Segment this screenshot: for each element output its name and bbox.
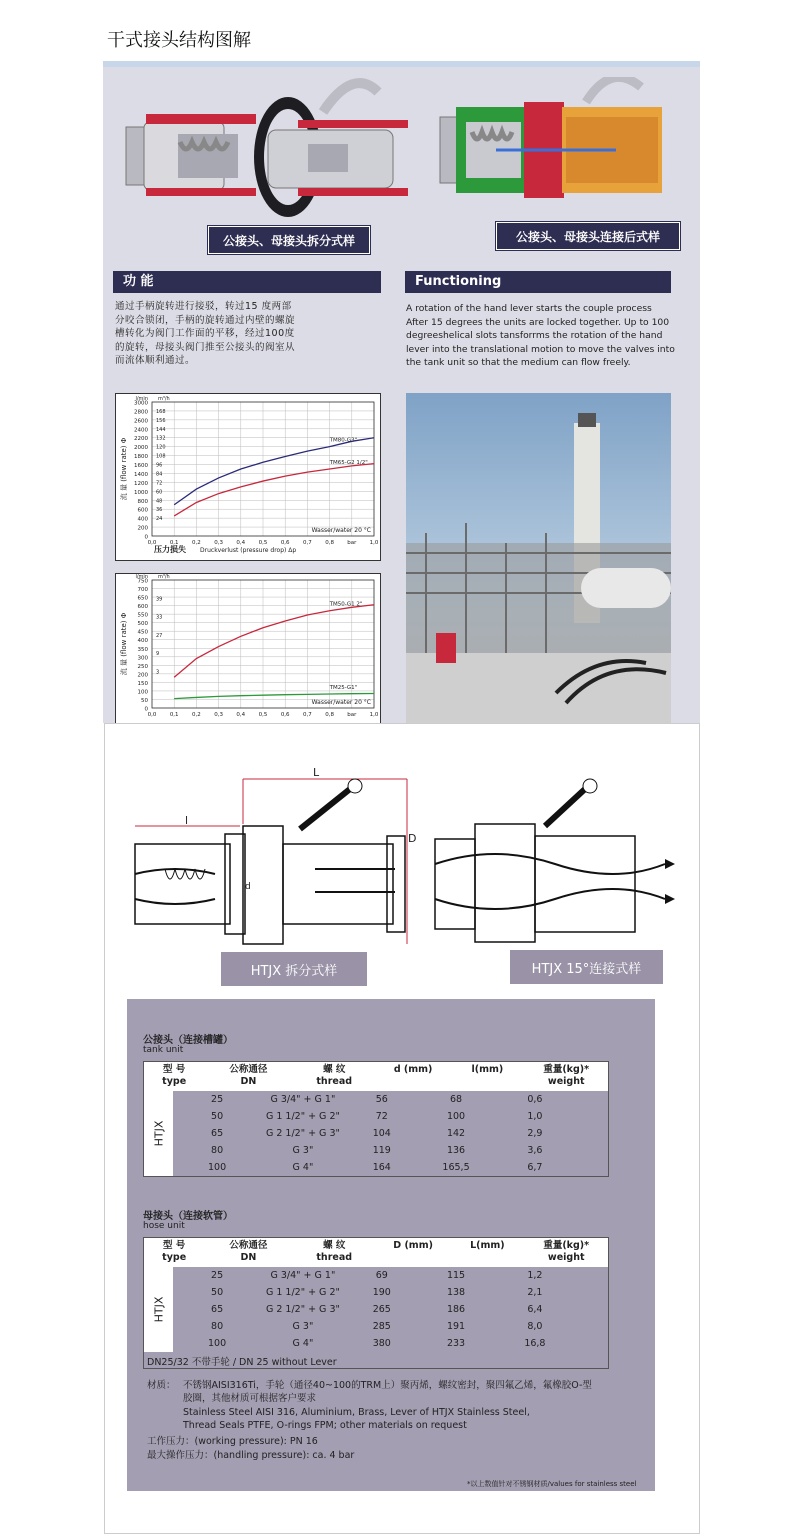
chart1-ytick-12: 600 xyxy=(137,507,148,514)
hose-header-1-cn: 公称通径 xyxy=(229,1240,268,1251)
hose-cell-3-4: 8,0 xyxy=(527,1321,543,1332)
chart2-y2tick-1: 33 xyxy=(156,614,163,621)
caption-separated: 公接头、母接头拆分式样 xyxy=(208,226,370,254)
hose-cell-1-4: 2,1 xyxy=(527,1287,543,1298)
tank-cell-3-0: 80 xyxy=(211,1145,224,1156)
chart1-y2tick-10: 48 xyxy=(156,498,163,505)
hose-footnote: DN25/32 不带手轮 / DN 25 without Lever xyxy=(147,1357,337,1368)
tank-header-5-cn: 重量(kg)* xyxy=(543,1064,590,1075)
tank-header-0-en: type xyxy=(162,1076,187,1087)
hose-cell-1-0: 50 xyxy=(211,1287,224,1298)
hose-cell-1-3: 138 xyxy=(446,1287,466,1298)
tank-header-2-en: thread xyxy=(316,1076,353,1087)
chart2-ytick-12: 150 xyxy=(137,680,148,687)
page-title: 干式接头结构图解 xyxy=(107,30,251,51)
tank-header-1 xyxy=(204,1064,292,1088)
tank-cell-1-3: 100 xyxy=(446,1111,466,1122)
chart2-xtick-2: 0,2 xyxy=(192,712,201,718)
tank-cell-1-2: 72 xyxy=(375,1111,388,1122)
chart1-xtick-7: 0,7 xyxy=(303,540,312,546)
chart1-ytick-6: 1800 xyxy=(134,454,148,461)
tank-header-2 xyxy=(292,1064,376,1088)
chart2-ytick-10: 250 xyxy=(137,663,148,670)
chart2-ytick-4: 550 xyxy=(137,612,148,619)
dim-L: L xyxy=(313,766,320,779)
flow-chart-1 xyxy=(115,393,381,561)
tank-table-body xyxy=(173,1091,608,1176)
tank-header-0 xyxy=(144,1064,204,1088)
top-panel xyxy=(103,61,700,723)
hose-cell-1-1: G 1 1/2" + G 2" xyxy=(265,1287,340,1298)
chart1-ytick-13: 400 xyxy=(137,516,148,523)
chart2-series-0-line xyxy=(174,605,374,678)
chart1-series-1-line xyxy=(174,464,374,516)
chart1-xtick-4: 0,4 xyxy=(236,540,246,546)
coupling-connected-image xyxy=(436,77,676,207)
functioning-en-text: A rotation of the hand lever starts the couple process After 15 degrees the units are locked together. Up to 100 degreeshelical slots tansforrms the rotation of the hand lever into the translational motion to move the valves into the tank unit so that the medium can flow freely. xyxy=(406,303,675,368)
hose-cell-0-0: 25 xyxy=(211,1270,224,1281)
chart1-series-0-label: TM80-G3" xyxy=(329,437,358,444)
tank-cell-3-1: G 3" xyxy=(292,1145,314,1156)
hose-cell-4-4: 16,8 xyxy=(524,1338,546,1349)
chart2-ytick-9: 300 xyxy=(137,655,148,662)
hose-cell-3-3: 191 xyxy=(446,1321,466,1332)
chart1-y2tick-12: 24 xyxy=(156,516,163,523)
hose-cell-3-0: 80 xyxy=(211,1321,224,1332)
tank-header-3-cn: d (mm) xyxy=(393,1064,433,1075)
chart2-xtick-7: 0,7 xyxy=(303,712,312,718)
technical-drawing xyxy=(125,764,685,954)
chart2-xtick-8: 0,8 xyxy=(325,712,334,718)
tank-cell-2-1: G 2 1/2" + G 3" xyxy=(265,1128,340,1139)
chart1-ylabel: 流 量 (flow rate) Φ xyxy=(120,437,128,501)
chart1-ytick-9: 1200 xyxy=(134,480,148,487)
tank-cell-0-3: 68 xyxy=(449,1094,463,1105)
chart1-xtick-2: 0,2 xyxy=(192,540,201,546)
chart2-xtick-9: bar xyxy=(347,712,357,718)
chart1-y2tick-1: 156 xyxy=(156,417,166,424)
hose-cell-4-3: 233 xyxy=(446,1338,466,1349)
hose-cell-3-2: 285 xyxy=(372,1321,391,1332)
handling-pressure: 最大操作压力：(handling pressure): ca. 4 bar xyxy=(147,1450,355,1461)
chart1-ytick-0: 3000 xyxy=(134,400,148,407)
hose-cell-0-4: 1,2 xyxy=(527,1270,543,1281)
dim-l: l xyxy=(185,814,189,827)
chart2-xtick-5: 0,5 xyxy=(258,712,268,718)
chart1-ytick-2: 2600 xyxy=(134,418,148,425)
tank-cell-2-3: 142 xyxy=(446,1128,466,1139)
chart2-xtick-0: 0,0 xyxy=(147,712,157,718)
chart1-y2tick-2: 144 xyxy=(156,426,166,433)
tank-cell-3-3: 136 xyxy=(446,1145,466,1156)
hose-header-0 xyxy=(144,1240,204,1264)
chart1-ytick-5: 2000 xyxy=(134,445,148,452)
chart1-xtick-8: 0,8 xyxy=(325,540,334,546)
tank-header-1-cn: 公称通径 xyxy=(229,1064,268,1075)
chart1-ytick-7: 1600 xyxy=(134,463,148,470)
section-title-cn: 功 能 xyxy=(113,271,381,293)
tank-header-1-en: DN xyxy=(240,1076,257,1087)
chart2-xtick-6: 0,6 xyxy=(280,712,290,718)
chart2-ytick-13: 100 xyxy=(137,689,148,696)
chart2-y2tick-4: 3 xyxy=(156,669,160,676)
chart2-ytick-2: 650 xyxy=(137,595,148,602)
tank-title: 公接头（连接槽罐） xyxy=(143,1035,233,1046)
tank-cell-4-0: 100 xyxy=(208,1162,227,1173)
tank-cell-1-4: 1,0 xyxy=(527,1111,543,1122)
chart2-ytick-6: 450 xyxy=(137,629,148,636)
tank-header-3 xyxy=(376,1064,450,1076)
hose-subtitle: hose unit xyxy=(143,1221,185,1231)
chart1-y2tick-7: 84 xyxy=(156,471,163,478)
material-en-2: Thread Seals PTFE, O-rings FPM; other materials on request xyxy=(183,1420,467,1431)
chart2-ytick-3: 600 xyxy=(137,604,148,611)
tank-header-4-cn: l(mm) xyxy=(471,1064,504,1075)
material-cn-1: 不锈钢AISI316Ti，手轮（通径40~100的TRM上）聚丙烯，螺纹密封，聚四氟乙烯，氟橡胶O-型 xyxy=(183,1380,592,1391)
hose-cell-0-3: 115 xyxy=(446,1270,466,1281)
hose-table-body xyxy=(173,1267,608,1352)
tank-cell-2-2: 104 xyxy=(372,1128,391,1139)
hose-header-4 xyxy=(450,1240,524,1252)
chart2-ytick-15: 0 xyxy=(144,706,148,713)
hose-header-5-cn: 重量(kg)* xyxy=(543,1240,590,1251)
chart2-right-unit: m³/h xyxy=(158,574,170,580)
chart1-y2tick-6: 96 xyxy=(156,462,163,469)
tank-cell-0-2: 56 xyxy=(375,1094,388,1105)
chart2-left-unit: l/min xyxy=(135,574,148,580)
chart1-y2tick-0: 168 xyxy=(156,408,166,415)
chart2-note: Wasser/water 20 °C xyxy=(311,699,371,706)
tank-table-header xyxy=(144,1062,608,1091)
hose-header-2-en: thread xyxy=(316,1252,353,1263)
caption-connected: 公接头、母接头连接后式样 xyxy=(496,222,680,250)
hose-cell-1-2: 190 xyxy=(372,1287,391,1298)
hose-header-1-en: DN xyxy=(240,1252,257,1263)
tank-type-label: HTJX xyxy=(144,1091,173,1176)
tank-cell-2-0: 65 xyxy=(211,1128,224,1139)
tank-subtitle: tank unit xyxy=(143,1045,184,1055)
chart1-ytick-11: 800 xyxy=(137,498,148,505)
tank-cell-0-4: 0,6 xyxy=(527,1094,543,1105)
hose-cell-4-2: 380 xyxy=(372,1338,391,1349)
chart1-xtick-10: 1,0 xyxy=(369,540,379,546)
tank-cell-3-2: 119 xyxy=(372,1145,391,1156)
hose-header-0-cn: 型 号 xyxy=(163,1240,186,1251)
hose-cell-2-1: G 2 1/2" + G 3" xyxy=(265,1304,340,1315)
hose-cell-4-1: G 4" xyxy=(292,1338,314,1349)
chart1-y2tick-4: 120 xyxy=(156,444,166,451)
chart1-xtick-1: 0,1 xyxy=(169,540,179,546)
flow-chart-2 xyxy=(115,573,381,725)
chart1-xtick-3: 0,3 xyxy=(214,540,223,546)
chart1-y2tick-3: 132 xyxy=(156,435,166,442)
material-en-1: Stainless Steel AISI 316, Aluminium, Brass, Lever of HTJX Stainless Steel, xyxy=(183,1407,530,1418)
chart2-ytick-14: 50 xyxy=(141,697,148,704)
spec-panel xyxy=(127,999,655,1491)
hose-type-label: HTJX xyxy=(144,1267,173,1352)
chart1-left-unit: l/min xyxy=(135,396,148,402)
chart2-y2tick-2: 27 xyxy=(156,632,163,639)
refinery-photo xyxy=(406,393,671,723)
section-title-en: Functioning xyxy=(405,271,671,293)
hose-header-2-cn: 螺 纹 xyxy=(323,1240,346,1251)
tank-cell-1-0: 50 xyxy=(211,1111,224,1122)
chart2-ytick-0: 750 xyxy=(137,578,148,585)
tank-cell-4-4: 6,7 xyxy=(527,1162,543,1173)
tank-cell-4-2: 164 xyxy=(372,1162,391,1173)
hose-header-2 xyxy=(292,1240,376,1264)
hose-cell-3-1: G 3" xyxy=(292,1321,314,1332)
chart1-xtick-6: 0,6 xyxy=(280,540,290,546)
working-pressure: 工作压力：(working pressure): PN 16 xyxy=(147,1436,318,1447)
drawing-caption-separated: HTJX 拆分式样 xyxy=(221,952,367,986)
hose-cell-0-2: 69 xyxy=(375,1270,388,1281)
hose-table-header xyxy=(144,1238,608,1267)
values-footnote: *以上数值针对不锈钢材质/values for stainless steel xyxy=(467,1480,637,1488)
material-cn-2: 胶圈，其他材质可根据客户要求 xyxy=(183,1393,317,1404)
chart1-xlabel: 压力损失 xyxy=(154,545,186,554)
chart1-xlabel-en: Druckverlust (pressure drop) Δp xyxy=(200,547,297,554)
chart2-xtick-10: 1,0 xyxy=(369,712,379,718)
hose-header-5 xyxy=(524,1240,608,1264)
chart2-ytick-8: 350 xyxy=(137,646,148,653)
chart2-xtick-4: 0,4 xyxy=(236,712,246,718)
chart1-note: Wasser/water 20 °C xyxy=(311,527,371,534)
hose-header-5-en: weight xyxy=(547,1252,585,1263)
hose-cell-4-0: 100 xyxy=(208,1338,227,1349)
chart1-xtick-5: 0,5 xyxy=(258,540,268,546)
chart1-ytick-4: 2200 xyxy=(134,436,148,443)
chart1-y2tick-5: 108 xyxy=(156,453,166,460)
hose-cell-0-1: G 3/4" + G 1" xyxy=(270,1270,336,1281)
chart2-y2tick-3: 9 xyxy=(156,651,160,658)
chart1-ytick-1: 2800 xyxy=(134,409,148,416)
hose-cell-2-0: 65 xyxy=(211,1304,224,1315)
tank-cell-1-1: G 1 1/2" + G 2" xyxy=(265,1111,340,1122)
chart1-series-1-label: TM65-G2 1/2" xyxy=(329,460,368,466)
hose-cell-2-4: 6,4 xyxy=(527,1304,543,1315)
tank-header-5-en: weight xyxy=(547,1076,585,1087)
tank-header-2-cn: 螺 纹 xyxy=(323,1064,346,1075)
dim-D: D xyxy=(408,832,417,845)
hose-header-4-cn: L(mm) xyxy=(470,1240,505,1251)
chart1-y2tick-9: 60 xyxy=(156,489,163,496)
tank-cell-4-3: 165,5 xyxy=(442,1162,470,1173)
chart2-xtick-3: 0,3 xyxy=(214,712,223,718)
chart1-ytick-8: 1400 xyxy=(134,471,148,478)
hose-title: 母接头（连接软管） xyxy=(143,1211,233,1222)
functioning-cn-text: 通过手柄旋转进行接驳，转过15 度两部 分咬合锁闭，手柄的旋转通过内壁的螺旋 槽转化为阀门工作面的平移，经过100度 的旋转，母接头阀门推至公接头的阀室从 而流体顺利通过。 xyxy=(115,301,296,366)
hose-cell-2-3: 186 xyxy=(446,1304,466,1315)
coupling-separated-image xyxy=(118,72,408,222)
hose-header-3 xyxy=(376,1240,450,1252)
chart2-ytick-5: 500 xyxy=(137,621,148,628)
chart2-series-1-label: TM25-G1" xyxy=(329,685,358,692)
chart1-y2tick-11: 36 xyxy=(156,507,163,514)
chart2-ytick-11: 200 xyxy=(137,672,148,679)
chart1-y2tick-8: 72 xyxy=(156,480,163,487)
hose-header-3-cn: D (mm) xyxy=(393,1240,433,1251)
chart1-right-unit: m³/h xyxy=(158,396,170,402)
tank-header-5 xyxy=(524,1064,608,1088)
tank-header-4 xyxy=(450,1064,524,1076)
chart1-ytick-14: 200 xyxy=(137,525,148,532)
chart1-xtick-0: 0,0 xyxy=(147,540,157,546)
tank-cell-4-1: G 4" xyxy=(292,1162,314,1173)
chart2-series-0-label: TM50-G1 2" xyxy=(329,601,363,608)
dim-d: d xyxy=(245,882,251,892)
hose-cell-2-2: 265 xyxy=(372,1304,391,1315)
chart2-series-1-line xyxy=(174,693,374,698)
tank-cell-2-4: 2,9 xyxy=(527,1128,543,1139)
chart1-xtick-9: bar xyxy=(347,540,357,546)
hose-header-0-en: type xyxy=(162,1252,187,1263)
hose-header-1 xyxy=(204,1240,292,1264)
tank-cell-0-1: G 3/4" + G 1" xyxy=(270,1094,336,1105)
tank-cell-0-0: 25 xyxy=(211,1094,224,1105)
chart2-ylabel: 流 量 (flow rate) Φ xyxy=(120,612,128,676)
chart1-ytick-10: 1000 xyxy=(134,489,148,496)
chart2-xtick-1: 0,1 xyxy=(169,712,179,718)
tank-header-0-cn: 型 号 xyxy=(163,1064,186,1075)
chart2-ytick-7: 400 xyxy=(137,638,148,645)
chart2-ytick-1: 700 xyxy=(137,587,148,594)
chart1-ytick-15: 0 xyxy=(144,534,148,541)
chart1-series-0-line xyxy=(174,438,374,505)
chart2-y2tick-0: 39 xyxy=(156,596,163,603)
material-label: 材质： xyxy=(147,1380,176,1391)
chart1-ytick-3: 2400 xyxy=(134,427,148,434)
drawing-caption-connected: HTJX 15°连接式样 xyxy=(510,950,663,984)
tank-cell-3-4: 3,6 xyxy=(527,1145,543,1156)
